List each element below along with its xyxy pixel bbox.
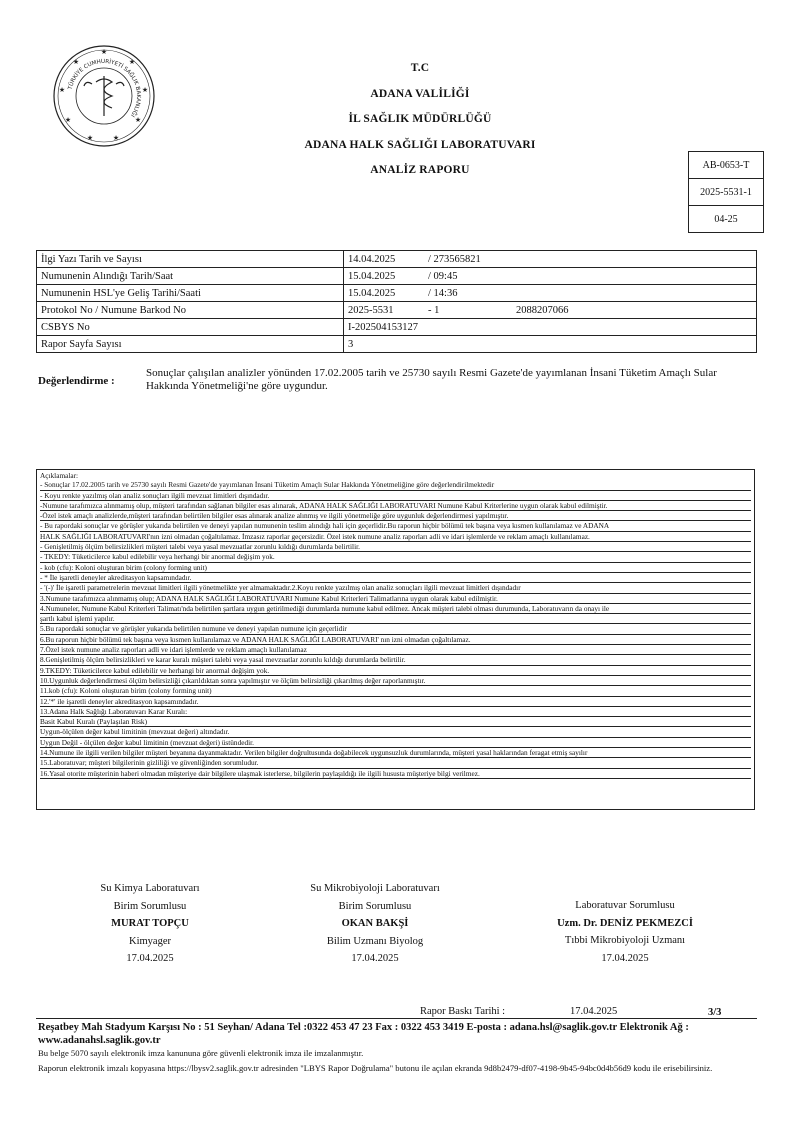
reference-box	[688, 151, 764, 233]
svg-text:★: ★	[100, 48, 108, 56]
explanation-line: Uygun Değil - ölçülen değer kabul limitinin (mevzuat değeri) üstündedir.	[40, 738, 751, 748]
svg-text:★: ★	[72, 58, 80, 66]
explanation-line: 3.Numune tarafımızca alınmamış olup; ADANA HALK SAĞLIĞI LABORATUVARI Numune Kabul Kriterleri Talimatlarına uygun olarak kabul edilmiştir.	[40, 594, 751, 604]
explanation-line: Uygun-ölçülen değer kabul limitinin (mevzuat değeri) altındadır.	[40, 727, 751, 737]
svg-text:★: ★	[64, 116, 72, 124]
explanation-line: - TKEDY: Tüketicilerce kabul edilebilir veya herhangi bir anormal değişim yok.	[40, 552, 751, 562]
signature-unit: Su Mikrobiyoloji Laboratuvarı	[310, 883, 440, 894]
header-mudurluk: İL SAĞLIK MÜDÜRLÜĞÜ	[348, 113, 492, 125]
table-row	[37, 319, 757, 336]
info-label: Protokol No / Numune Barkod No	[37, 302, 344, 319]
info-value: 15.04.2025 / 14:36	[344, 285, 757, 302]
svg-text:★: ★	[112, 134, 120, 142]
signature-role: Laboratuvar Sorumlusu	[575, 900, 675, 911]
explanation-line: 9.TKEDY: Tüketicilerce kabul edilebilir ve herhangi bir anormal değişim yok.	[40, 666, 751, 676]
info-value: 14.04.2025 / 273565821	[344, 251, 757, 268]
explanation-line: 5.Bu rapordaki sonuçlar ve görüşler yukarıda belirtilen numune ve deneyi yapılan numune için geçerlidir	[40, 624, 751, 634]
signature-title: Tıbbi Mikrobiyoloji Uzmanı	[564, 935, 686, 946]
table-row	[37, 268, 757, 285]
signature-block-microbiology	[280, 880, 470, 968]
explanation-line: 12.'*' ile işaretli deneyler akreditasyon kapsamındadır.	[40, 697, 751, 707]
page-number: 3/3	[708, 1007, 722, 1018]
signature-name: Uzm. Dr. DENİZ PEKMEZCİ	[557, 917, 693, 929]
table-row	[37, 251, 757, 268]
info-label: Numunenin Alındığı Tarih/Saat	[37, 268, 344, 285]
signature-date: 17.04.2025	[126, 953, 174, 964]
explanations-box	[36, 469, 755, 810]
table-row	[37, 336, 757, 353]
info-value: 15.04.2025 / 09:45	[344, 268, 757, 285]
explanation-line: Basit Kabul Kuralı (Paylaşılan Risk)	[40, 717, 751, 727]
explanation-line: 13.Adana Halk Sağlığı Laboratuvarı Karar Kuralı:	[40, 707, 751, 717]
explanation-line: - Bu rapordaki sonuçlar ve görüşler yukarıda belirtilen ve deneyi yapılan numunenin teslim alındığı hali için geçerlidir.Bu raporun hiçbir bölümü tek başına veya kısmen kullanılamaz ve ADANA	[40, 521, 751, 531]
explanation-line: 8.Genişletilmiş ölçüm belirsizlikleri ve karar kuralı müşteri talebi veya yasal mevzuatlar zorunlu kıldığı durumlarda belirtilir.	[40, 655, 751, 665]
explanation-line: 16.Yasal otorite müşterinin haberi olmadan müşteriye dair bilgilere ulaşmak isterlerse, bilgilerin paylaşıldığı ile ilgili hususta müşteriye bilgi verilmez.	[40, 769, 751, 779]
footer-address: Reşatbey Mah Stadyum Karşısı No : 51 Seyhan/ Adana Tel :0322 453 47 23 Fax : 0322 453 3419 E-posta : adana.hsl@saglik.gov.tr Elektronik Ağ : www.adanahsl.saglik.gov.tr	[38, 1022, 689, 1046]
evaluation-text: Sonuçlar çalışılan analizler yönünden 17.02.2005 tarih ve 25730 sayılı Resmi Gazete'de yayımlanan İnsani Tüketim Amaçlı Sular Hakkında Yönetmeliği'ne göre uygundur.	[146, 367, 717, 392]
signature-title: Kimyager	[129, 935, 171, 947]
explanation-line: 15.Laboratuvar; müşteri bilgilerinin gizliliği ve güvenliğinden sorumludur.	[40, 758, 751, 768]
explanation-line: 7.Özel istek numune analiz raporları adli ve idari işlemlerde ve reklam amaçlı kullanılamaz	[40, 645, 751, 655]
evaluation-label: Değerlendirme :	[38, 375, 115, 387]
table-row	[37, 302, 757, 319]
signature-date: 17.04.2025	[601, 952, 649, 964]
print-date-value: 17.04.2025	[570, 1006, 618, 1017]
explanation-line: 4.Numuneler, Numune Kabul Kriterleri Talimatı'nda belirtilen şartlara uygun getirilmediği durumlarda numune kabul edilmez. Ancak müşteri talebi olması durumunda, Laboratuvarın da onayı ile	[40, 604, 751, 614]
verification-note: Raporun elektronik imzalı kopyasına https://lbysv2.saglik.gov.tr adresinden "LBYS Rapor Doğrulama" butonu ile açılan ekranda 9d8b2479-df07-4198-9b45-94bc0d4b56d9 kodu ile erisebilirsiniz.	[38, 1063, 713, 1073]
ref-code: AB-0653-T	[689, 152, 764, 179]
signature-name: MURAT TOPÇU	[111, 918, 189, 929]
svg-text:★: ★	[134, 116, 142, 124]
print-date-line	[420, 1006, 618, 1017]
signature-block-lab-head	[515, 897, 735, 967]
seal-ring-text: TÜRKİYE CUMHURİYETİ SAĞLIK BAKANLIĞI	[67, 58, 142, 118]
explanation-line: - Genişletilmiş ölçüm belirsizlikleri müşteri talebi veya yasal mevzuatlar zorunlu kıldığı durumlarda belirtilir.	[40, 542, 751, 552]
header-laboratuvar: ADANA HALK SAĞLIĞI LABORATUVARI	[304, 139, 536, 151]
svg-text:★: ★	[58, 86, 66, 94]
header-tc: T.C	[410, 62, 430, 74]
explanation-line: 14.Numune ile ilgili verilen bilgiler müşteri beyanına dayanmaktadır. Verilen bilgiler doğrultusunda doğabilecek uygunsuzluk durumlarında, müşteri yasal haklarından feragat etmiş sayılır	[40, 748, 751, 758]
explanation-line: - '(-)' İle işaretli parametrelerin mevzuat limitleri ilgili yönetmelikte yer almamaktadır.2.Koyu renkte yazılmış olan analiz sonuçları ilgili mevzuat limitleri dışındadır	[40, 583, 751, 593]
explanation-line: 10.Uygunluk değerlendirmesi ölçüm belirsizliği çıkarıldıktan sonra yapılmıştır ve ölçüm belirsizliği çıkarılmış değer raporlanmıştır.	[40, 676, 751, 686]
explanation-line: -Özel istek amaçlı analizlerde,müşteri tarafından belirtilen bilgiler esas alınarak analize alınmış ve ilgili yönetmeliğe göre uygunluk değerlendirmesi yapılmıştır.	[40, 511, 751, 521]
signature-name: OKAN BAKŞİ	[341, 918, 409, 929]
info-value: 2025-5531 - 1 2088207066	[344, 302, 757, 319]
signature-title: Bilim Uzmanı Biyolog	[326, 935, 424, 947]
print-date-label: Rapor Baskı Tarihi :	[420, 1006, 506, 1017]
explanation-line: -Numune tarafımızca alınmamış olup, müşteri tarafından sağlanan bilgiler esas alınarak, ADANA HALK SAĞLIĞI LABORATUVARI Numune Kabul Kriterlerine uygun olarak kabul edilmiştir.	[40, 501, 751, 511]
footer-divider	[36, 1018, 757, 1019]
explanation-line: 6.Bu raporun hiçbir bölümü tek başına veya kısmen kullanılamaz ve ADANA HALK SAĞLIĞI LABORATUVARI' nın izni olmadan çoğaltılamaz.	[40, 635, 751, 645]
info-value: I-202504153127	[344, 319, 757, 336]
header-valilik: ADANA VALİLİĞİ	[370, 88, 470, 100]
header-report-title: ANALİZ RAPORU	[370, 164, 470, 176]
info-table	[36, 250, 757, 353]
ref-number: 2025-5531-1	[689, 179, 764, 206]
info-label: CSBYS No	[37, 319, 344, 336]
explanation-line: - Koyu renkte yazılmış olan analiz sonuçları ilgili mevzuat limitleri dışındadır.	[40, 491, 751, 501]
ministry-seal-logo	[52, 44, 156, 148]
explanation-line: - kob (cfu): Koloni oluşturan birim (colony forming unit)	[40, 563, 751, 573]
signature-date: 17.04.2025	[351, 953, 399, 964]
svg-text:★: ★	[141, 86, 149, 94]
info-label: İlgi Yazı Tarih ve Sayısı	[37, 251, 344, 268]
explanation-line: HALK SAĞLIĞI LABORATUVARI'nın izni olmadan çoğaltılamaz. İmzasız raporlar geçersizdir. Özel istek numune analiz raporları adli ve idari işlemlerde ve reklam amaçlı kullanılamaz.	[40, 532, 751, 542]
signature-block-chemistry	[55, 880, 245, 968]
e-signature-note: Bu belge 5070 sayılı elektronik imza kanununa göre güvenli elektronik imza ile imzalanmıştır.	[38, 1048, 364, 1058]
info-label: Rapor Sayfa Sayısı	[37, 336, 344, 353]
signature-role: Birim Sorumlusu	[113, 900, 187, 912]
explanation-line: 11.kob (cfu): Koloni oluşturan birim (colony forming unit)	[40, 686, 751, 696]
info-value: 3	[344, 336, 757, 353]
explanation-line: - Sonuçlar 17.02.2005 tarih ve 25730 sayılı Resmi Gazete'de yayımlanan İnsani Tüketim Amaçlı Sular Hakkında Yönetmeliğine göre değerlendirilmektedir	[40, 480, 751, 490]
info-label: Numunenin HSL'ye Geliş Tarihi/Saati	[37, 285, 344, 302]
explanation-line: şartlı kabul işlemi yapılır.	[40, 614, 751, 624]
table-row	[37, 285, 757, 302]
svg-text:★: ★	[86, 134, 94, 142]
signature-unit: Su Kimya Laboratuvarı	[100, 883, 200, 894]
explanations-heading: Açıklamalar:	[40, 471, 79, 480]
ref-period: 04-25	[714, 213, 738, 225]
svg-text:★: ★	[128, 58, 136, 66]
explanation-line: - * İle işaretli deneyler akreditasyon kapsamındadır.	[40, 573, 751, 583]
signature-role: Birim Sorumlusu	[338, 900, 412, 912]
